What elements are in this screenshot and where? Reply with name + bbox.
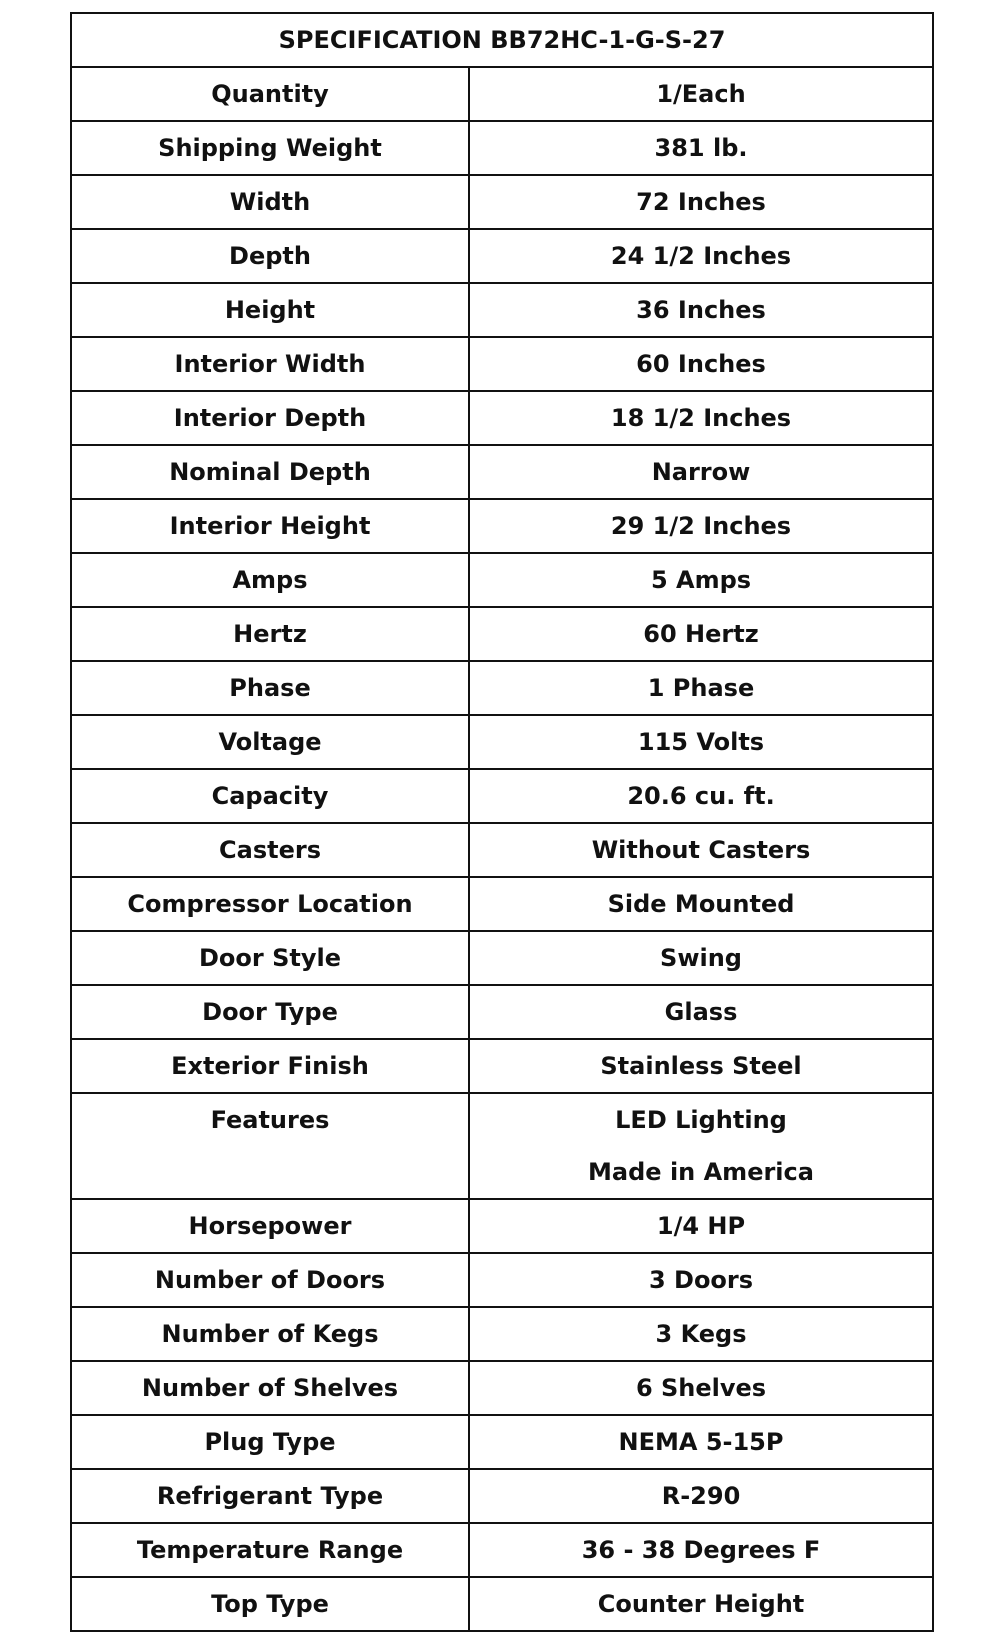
table-row [71,823,933,877]
table-row [71,1577,933,1631]
spec-label: Plug Type [71,1415,469,1469]
spec-value: 3 Kegs [469,1307,933,1361]
spec-value: Stainless Steel [469,1039,933,1093]
spec-label: Nominal Depth [71,445,469,499]
table-row [71,553,933,607]
spec-value: Counter Height [469,1577,933,1631]
spec-label: Hertz [71,607,469,661]
spec-value: 1/4 HP [469,1199,933,1253]
spec-value: Glass [469,985,933,1039]
spec-label: Door Style [71,931,469,985]
spec-label: Number of Kegs [71,1307,469,1361]
table-row [71,607,933,661]
table-row [71,1039,933,1093]
spec-label: Capacity [71,769,469,823]
table-row [71,1469,933,1523]
spec-value: NEMA 5-15P [469,1415,933,1469]
table-header-row [71,13,933,67]
spec-value: 20.6 cu. ft. [469,769,933,823]
table-row [71,769,933,823]
spec-value: 36 - 38 Degrees F [469,1523,933,1577]
spec-value: 72 Inches [469,175,933,229]
spec-label: Amps [71,553,469,607]
spec-value: Swing [469,931,933,985]
table-row [71,1199,933,1253]
spec-label: Features [71,1093,469,1199]
table-row [71,661,933,715]
spec-value: 5 Amps [469,553,933,607]
spec-label: Depth [71,229,469,283]
table-row [71,283,933,337]
table-row [71,499,933,553]
spec-label: Compressor Location [71,877,469,931]
table-row [71,1523,933,1577]
spec-label: Phase [71,661,469,715]
spec-label: Shipping Weight [71,121,469,175]
table-row [71,877,933,931]
table-row [71,175,933,229]
spec-label: Temperature Range [71,1523,469,1577]
table-row [71,1415,933,1469]
table-row [71,445,933,499]
spec-value: Narrow [469,445,933,499]
spec-value: 60 Hertz [469,607,933,661]
spec-value-line: LED Lighting [615,1106,787,1134]
spec-value: 381 lb. [469,121,933,175]
table-row [71,337,933,391]
spec-value: Without Casters [469,823,933,877]
table-row [71,1307,933,1361]
spec-value: 60 Inches [469,337,933,391]
table-row [71,67,933,121]
spec-value: 6 Shelves [469,1361,933,1415]
spec-value: 115 Volts [469,715,933,769]
spec-label: Quantity [71,67,469,121]
table-row [71,229,933,283]
spec-value: 36 Inches [469,283,933,337]
table-title: SPECIFICATION BB72HC-1-G-S-27 [71,13,933,67]
spec-label: Door Type [71,985,469,1039]
spec-label: Interior Width [71,337,469,391]
spec-label: Refrigerant Type [71,1469,469,1523]
spec-label: Height [71,283,469,337]
spec-label: Top Type [71,1577,469,1631]
table-row [71,1253,933,1307]
table-row [71,931,933,985]
table-body [71,67,933,1631]
table-row [71,985,933,1039]
spec-value [469,1093,933,1199]
spec-value: 3 Doors [469,1253,933,1307]
spec-value: 24 1/2 Inches [469,229,933,283]
spec-label: Voltage [71,715,469,769]
table-row [71,715,933,769]
spec-label: Number of Doors [71,1253,469,1307]
spec-label: Casters [71,823,469,877]
spec-label: Interior Height [71,499,469,553]
table-row [71,121,933,175]
spec-label: Exterior Finish [71,1039,469,1093]
spec-label: Interior Depth [71,391,469,445]
spec-label: Horsepower [71,1199,469,1253]
table-row [71,1093,933,1199]
spec-value: 18 1/2 Inches [469,391,933,445]
spec-value: 29 1/2 Inches [469,499,933,553]
spec-label: Number of Shelves [71,1361,469,1415]
spec-value: R-290 [469,1469,933,1523]
specification-table [70,12,934,1632]
table-row [71,391,933,445]
spec-value-line: Made in America [588,1158,814,1186]
spec-value: 1 Phase [469,661,933,715]
spec-value: 1/Each [469,67,933,121]
spec-label: Width [71,175,469,229]
spec-value: Side Mounted [469,877,933,931]
table-row [71,1361,933,1415]
